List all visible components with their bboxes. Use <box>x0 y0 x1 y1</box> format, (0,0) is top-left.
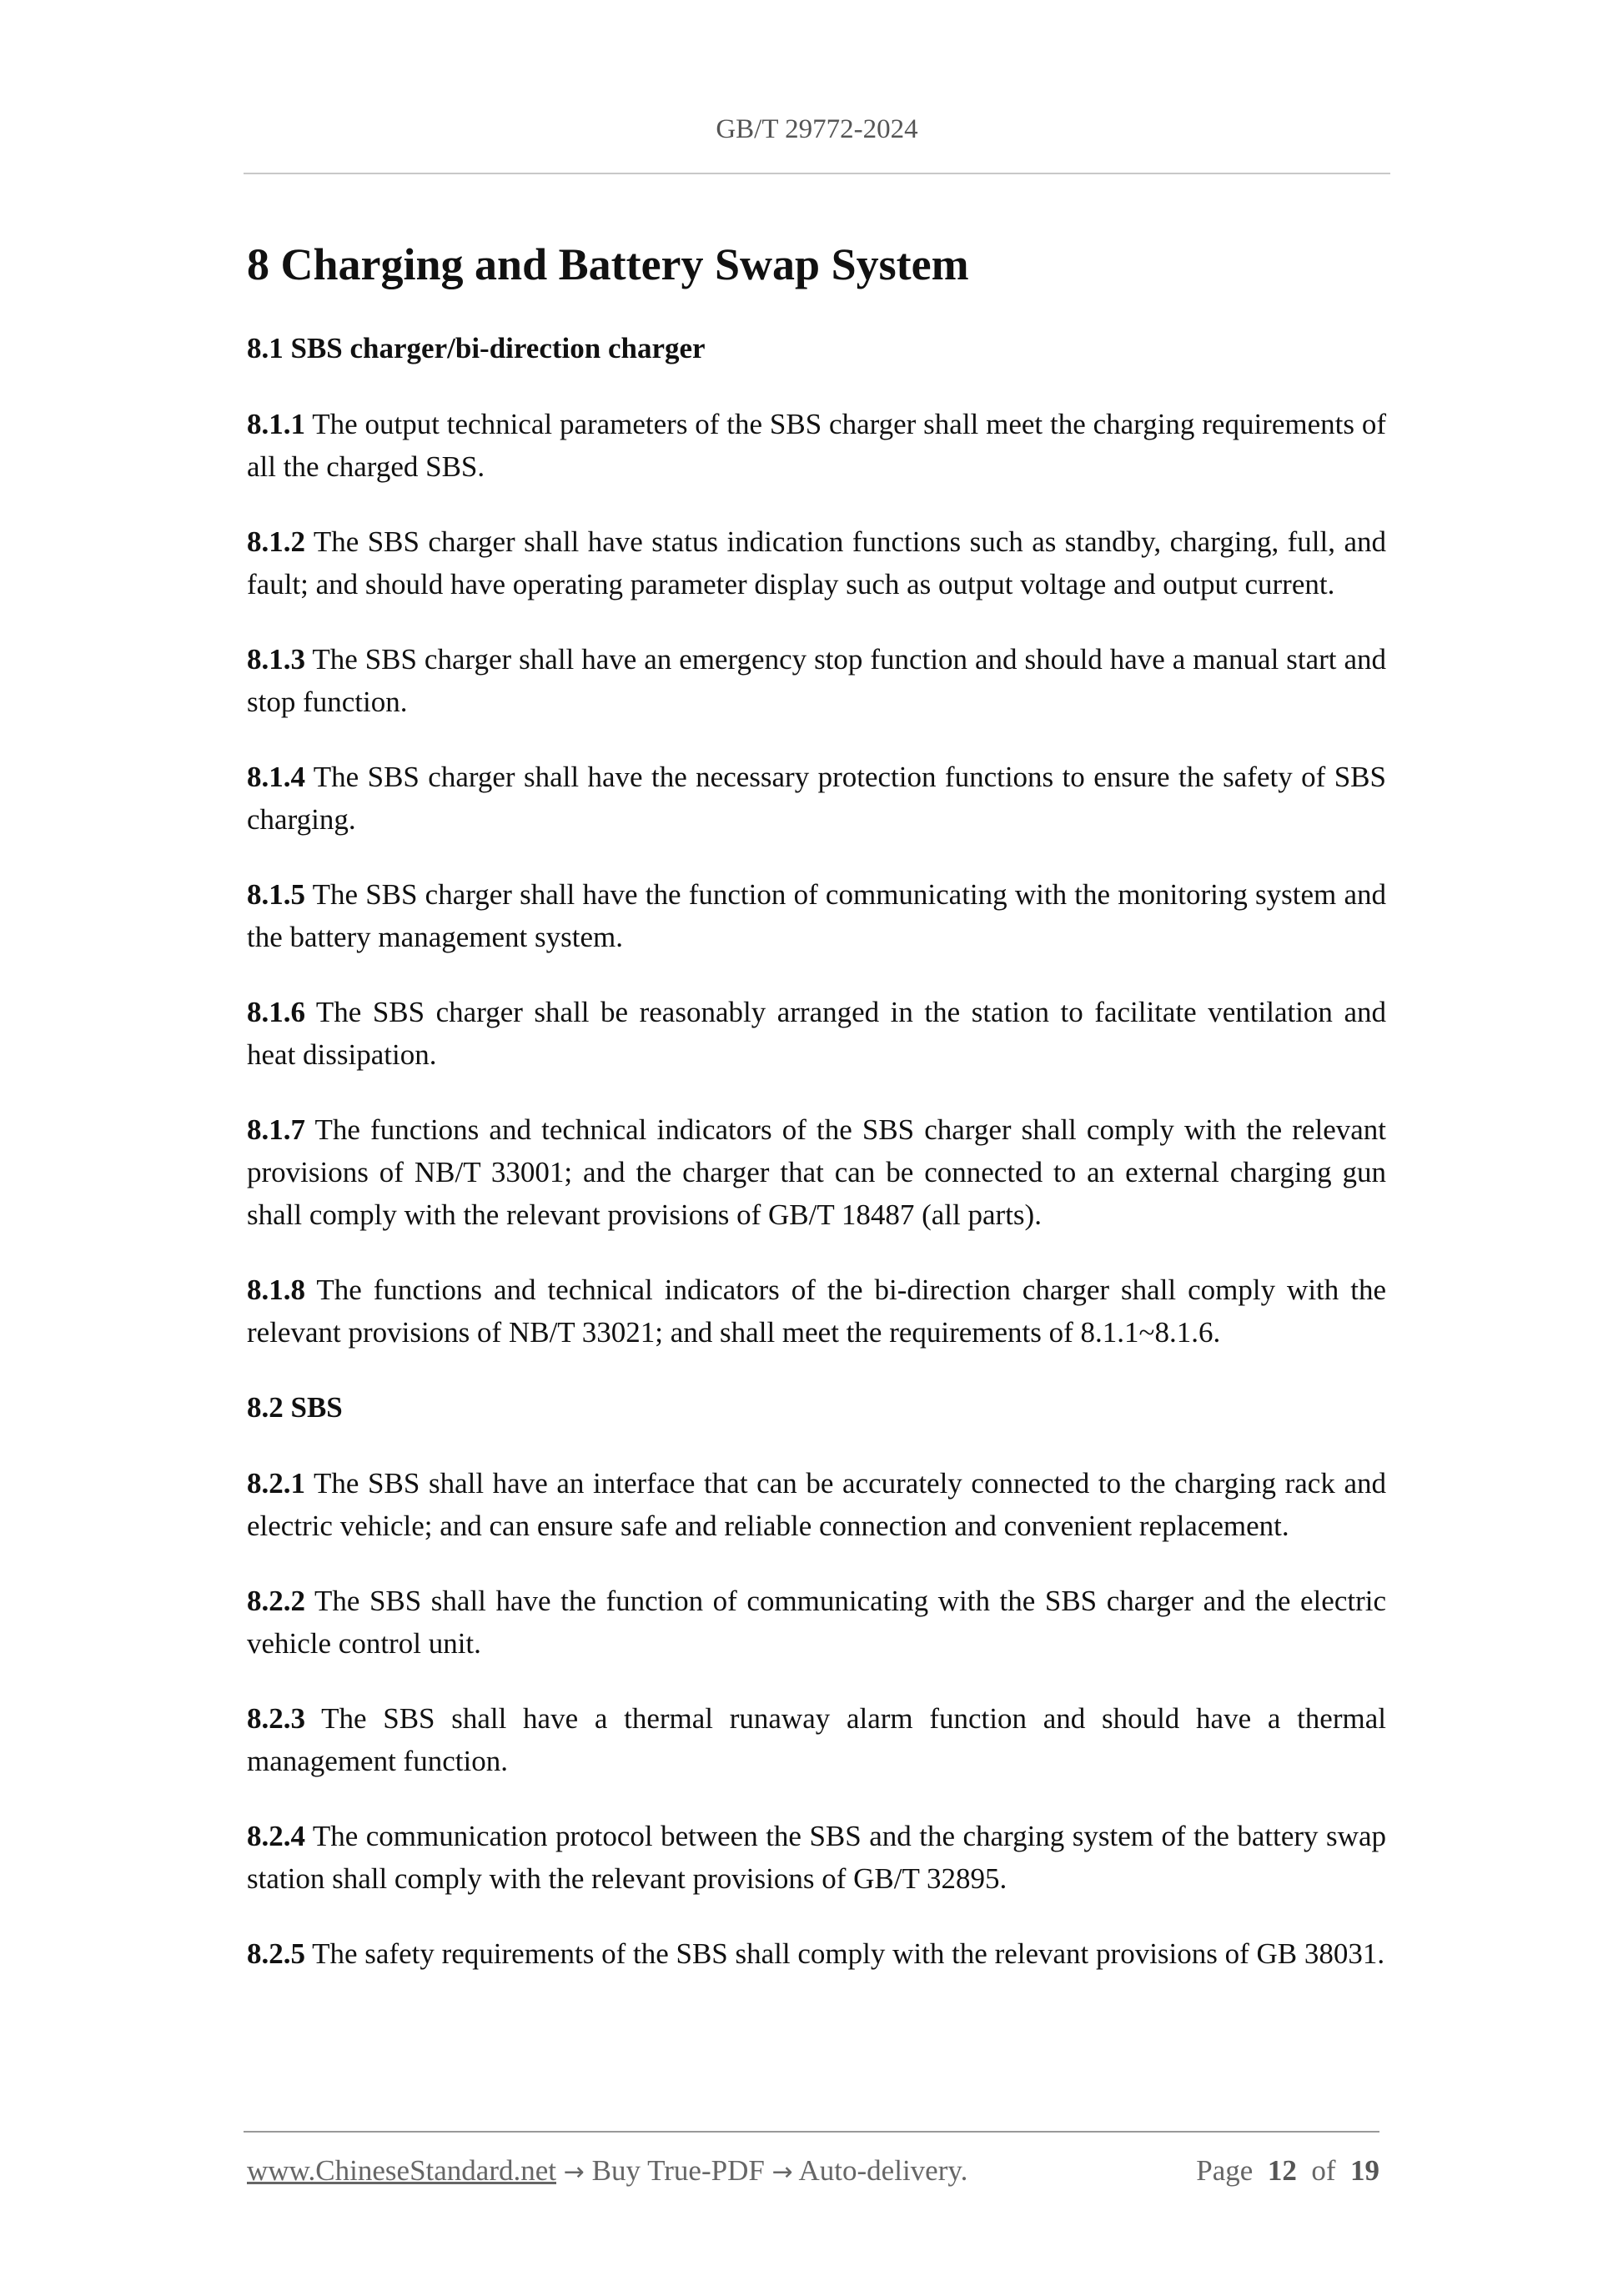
clause-number: 8.1.5 <box>247 878 305 911</box>
clause-number: 8.1.2 <box>247 525 305 558</box>
auto-delivery-text: Auto-delivery. <box>798 2154 968 2187</box>
clause-paragraph <box>247 991 1386 1076</box>
subsection-title: 8.2 SBS <box>247 1391 343 1424</box>
clause-number: 8.2.5 <box>247 1937 305 1970</box>
clause-text: The SBS charger shall have an emergency stop function and should have a manual start and stop function. <box>247 643 1386 718</box>
page-footer <box>247 2154 1379 2188</box>
clause-number: 8.1.3 <box>247 643 305 676</box>
footer-left <box>247 2154 967 2188</box>
clause-paragraph <box>247 1108 1386 1236</box>
clause-paragraph <box>247 1269 1386 1354</box>
arrow-right-icon: → <box>771 2158 793 2187</box>
document-header: GB/T 29772-2024 <box>716 114 918 144</box>
page-number: 12 <box>1267 2154 1297 2187</box>
clause-paragraph <box>247 403 1386 488</box>
clause-paragraph <box>247 1580 1386 1665</box>
clause-number: 8.1.1 <box>247 408 305 440</box>
clause-text: The SBS charger shall have the necessary protection functions to ensure the safety of SBS charging. <box>247 761 1386 836</box>
arrow-right-icon: → <box>563 2158 585 2187</box>
clause-paragraph <box>247 520 1386 605</box>
clause-text: The SBS charger shall have the function of communicating with the monitoring system and the battery management system. <box>247 878 1386 953</box>
clause-paragraph <box>247 1932 1386 1975</box>
clause-number: 8.1.7 <box>247 1113 305 1146</box>
clause-number: 8.2.2 <box>247 1585 305 1617</box>
clause-number: 8.1.4 <box>247 761 305 793</box>
clause-paragraph <box>247 756 1386 841</box>
clause-paragraph <box>247 873 1386 958</box>
subsection-title: 8.1 SBS charger/bi-direction charger <box>247 332 706 364</box>
clause-number: 8.2.1 <box>247 1467 305 1500</box>
clause-text: The SBS charger shall have status indication functions such as standby, charging, full, and fault; and should have operating parameter display such as output voltage and output current. <box>247 525 1386 600</box>
clause-paragraph <box>247 638 1386 723</box>
footer-divider <box>244 2131 1379 2133</box>
clause-number: 8.2.4 <box>247 1820 305 1852</box>
clause-text: The SBS shall have an interface that can be accurately connected to the charging rack and electric vehicle; and can ensure safe and reliable connection and convenient replacement. <box>247 1467 1386 1542</box>
clause-text: The SBS shall have the function of communicating with the SBS charger and the electric vehicle control unit. <box>247 1585 1386 1660</box>
clause-number: 8.1.8 <box>247 1274 305 1306</box>
clause-text: The SBS shall have a thermal runaway alarm function and should have a thermal management function. <box>247 1702 1386 1777</box>
clause-number: 8.1.6 <box>247 996 305 1028</box>
section-title: 8 Charging and Battery Swap System <box>247 239 969 289</box>
clause-text: The communication protocol between the SBS and the charging system of the battery swap station shall comply with the relevant provisions of GB/T 32895. <box>247 1820 1386 1895</box>
page-content <box>247 235 1386 2007</box>
clause-text: The functions and technical indicators of the bi-direction charger shall comply with the relevant provisions of NB/T 33021; and shall meet the requirements of 8.1.1~8.1.6. <box>247 1274 1387 1349</box>
clause-text: The SBS charger shall be reasonably arranged in the station to facilitate ventilation and heat dissipation. <box>247 996 1386 1071</box>
total-pages: 19 <box>1350 2154 1379 2187</box>
clause-number: 8.2.3 <box>247 1702 305 1735</box>
of-label: of <box>1311 2154 1336 2187</box>
buy-true-pdf-text: Buy True-PDF <box>591 2154 765 2187</box>
header-divider <box>244 173 1390 174</box>
clause-text: The functions and technical indicators of the SBS charger shall comply with the relevant provisions of NB/T 33001; and the charger that can be connected to an external charging gun shall comply with the relevant provisions of GB/T 18487 (all parts). <box>247 1113 1386 1231</box>
page-indicator <box>1196 2154 1379 2188</box>
clause-text: The output technical parameters of the SBS charger shall meet the charging requirements of all the charged SBS. <box>247 408 1386 483</box>
clause-paragraph <box>247 1462 1386 1547</box>
clause-paragraph <box>247 1815 1386 1900</box>
clause-paragraph <box>247 1697 1386 1782</box>
clause-text: The safety requirements of the SBS shall comply with the relevant provisions of GB 38031. <box>312 1937 1385 1970</box>
site-link[interactable]: www.ChineseStandard.net <box>247 2154 556 2187</box>
page-label: Page <box>1196 2154 1254 2187</box>
